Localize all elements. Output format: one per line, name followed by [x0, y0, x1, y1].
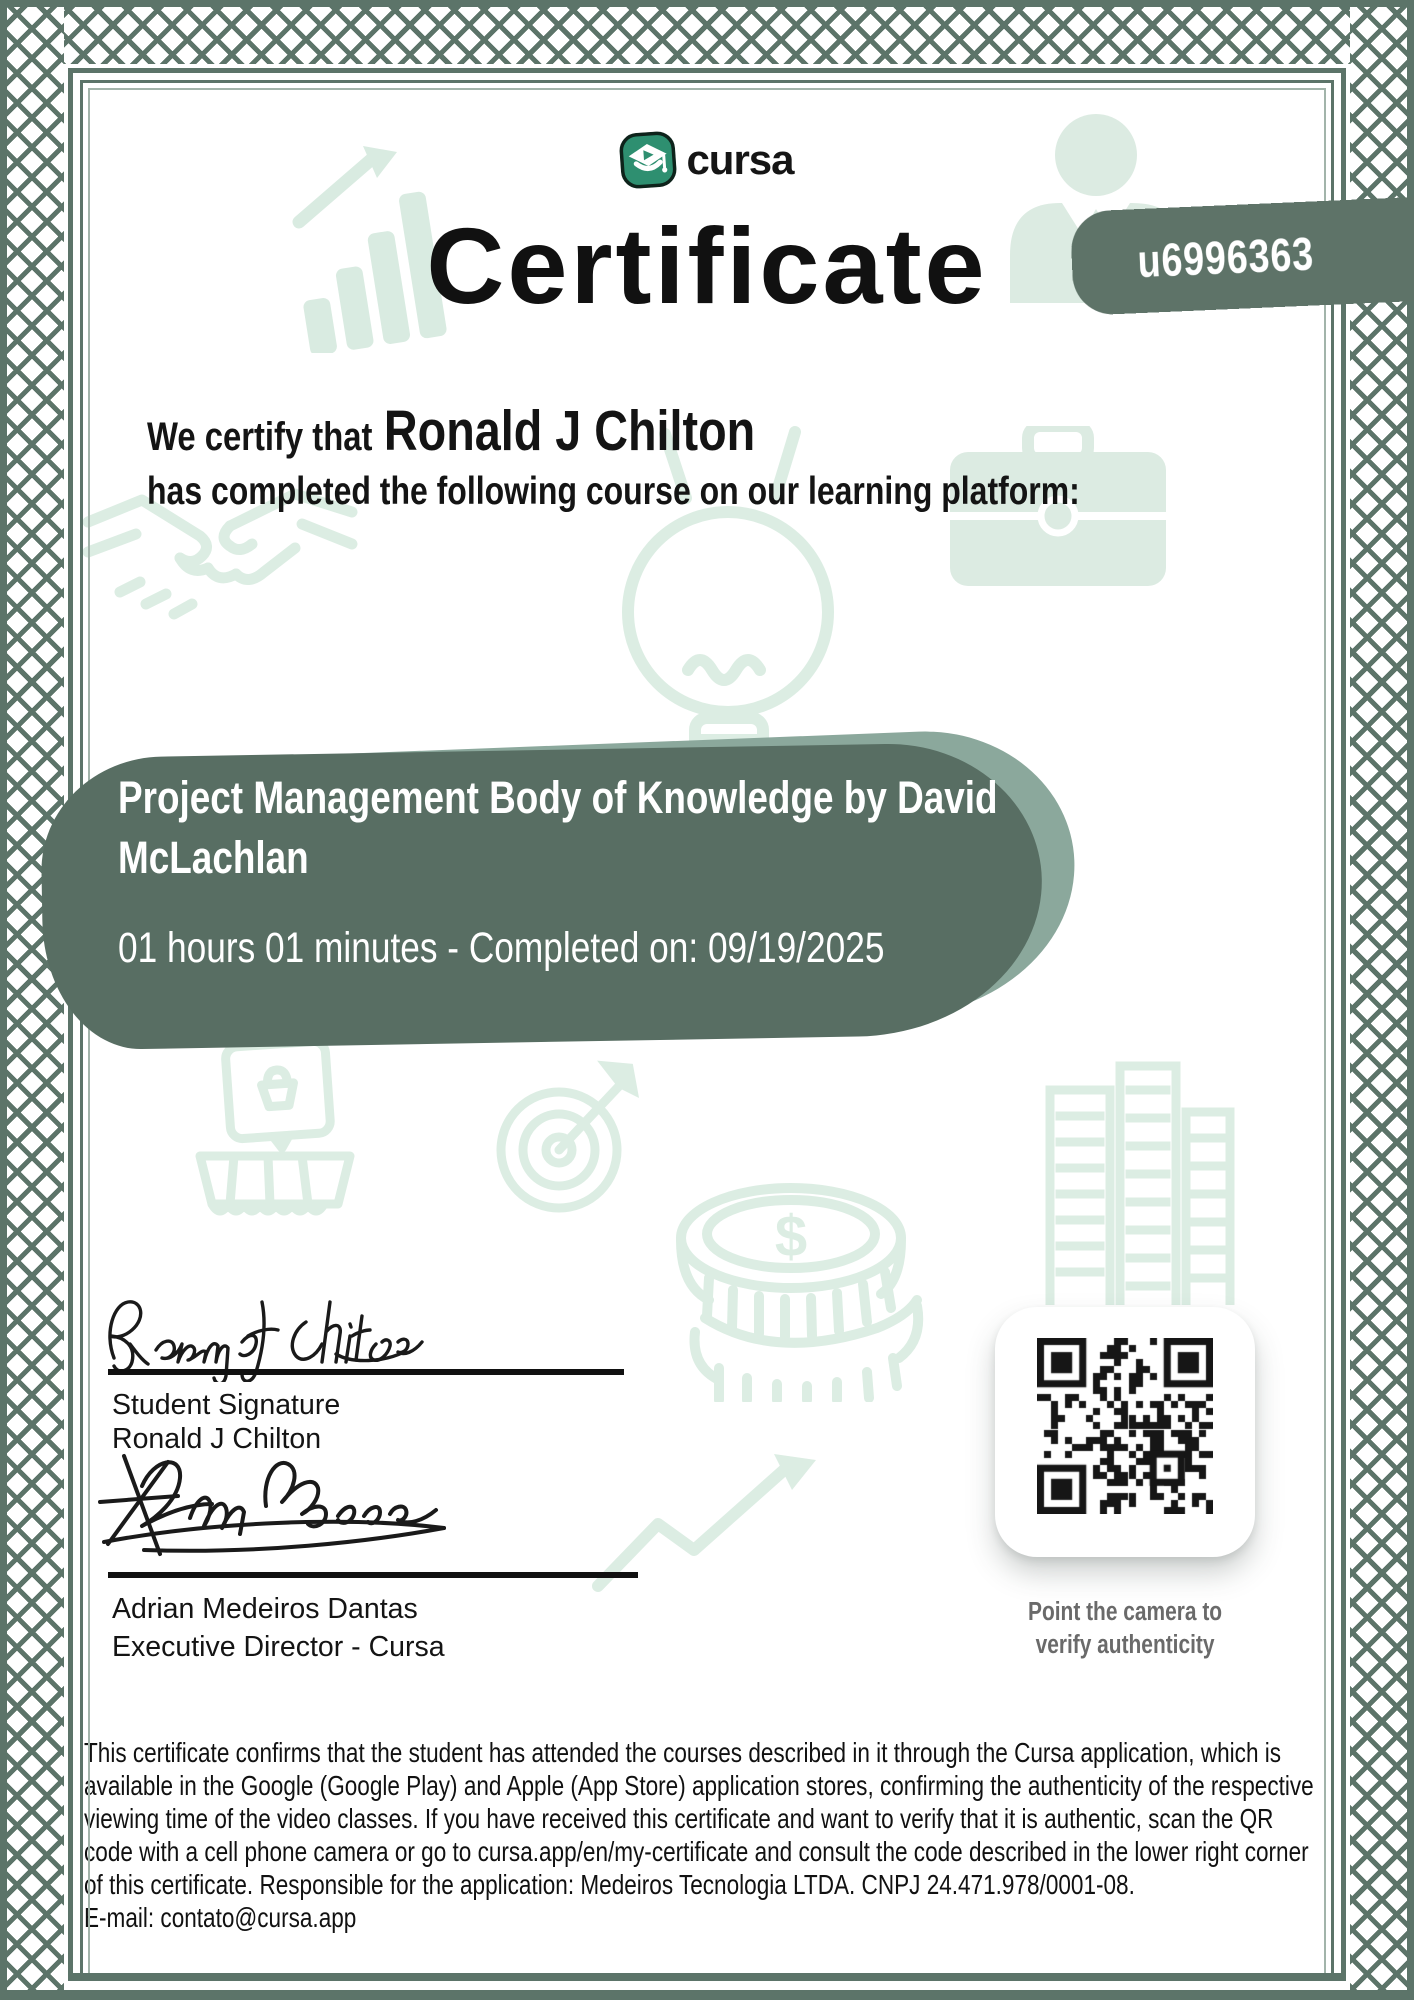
dartboard-watermark-icon — [495, 1050, 647, 1216]
course-duration-date: 01 hours 01 minutes - Completed on: 09/19/2025 — [118, 924, 885, 972]
student-signature-name: Ronald J Chilton — [112, 1423, 322, 1455]
certificate-code-badge — [1070, 193, 1414, 316]
certify-prefix: We certify that — [147, 415, 373, 459]
student-name: Ronald J Chilton — [383, 399, 756, 463]
qr-caption: Point the camera to verify authenticity — [1028, 1598, 1223, 1659]
course-title: Project Management Body of Knowledge by David McLachlan — [118, 772, 998, 883]
student-signature-label: Student Signature — [112, 1389, 341, 1421]
director-signature-role: Executive Director - Cursa — [112, 1631, 445, 1663]
buildings-watermark-icon — [1040, 1060, 1235, 1305]
certificate-title: Certificate — [426, 205, 988, 326]
border-edge-left — [0, 0, 7, 2000]
brand-logo — [0, 132, 1414, 188]
certify-line — [147, 398, 755, 464]
border-lattice-top — [0, 0, 1414, 64]
footer-disclaimer — [84, 1736, 1314, 1934]
coins-watermark-icon — [675, 1182, 927, 1402]
border-edge-top — [0, 0, 1414, 7]
certificate-code: u6996363 — [1136, 227, 1315, 288]
footer-paragraph: This certificate confirms that the student has attended the courses described in it through the Cursa application, which is available in the Google (Google Play) and Apple (App Store) application stores, confirming the authenticity of the respective viewing time of the video classes. If you have received this certificate and want to verify that it is authentic, scan the QR code with a cell phone camera or go to cursa.app/en/my-certificate and consult the code described in the lower right corner of this certificate. Responsible for the application: Medeiros Tecnologia LTDA. CNPJ 24.471.978/0001-08. — [84, 1737, 1314, 1900]
storefront-watermark-icon — [182, 1036, 367, 1222]
cursa-logo-icon — [619, 130, 679, 190]
director-signature-name: Adrian Medeiros Dantas — [112, 1593, 418, 1625]
footer-email: E-mail: contato@cursa.app — [84, 1902, 357, 1933]
qr-code-icon — [1037, 1338, 1213, 1514]
director-signature-scrawl — [88, 1442, 458, 1574]
border-lattice-left — [0, 0, 64, 1990]
brand-wordmark: cursa — [686, 136, 794, 183]
border-edge-bottom — [0, 1990, 1414, 2000]
director-signature-line — [108, 1572, 638, 1578]
student-signature-line — [108, 1369, 624, 1375]
svg-text:$: $ — [774, 1204, 808, 1269]
completion-line: has completed the following course on our learning platform: — [147, 470, 1080, 513]
